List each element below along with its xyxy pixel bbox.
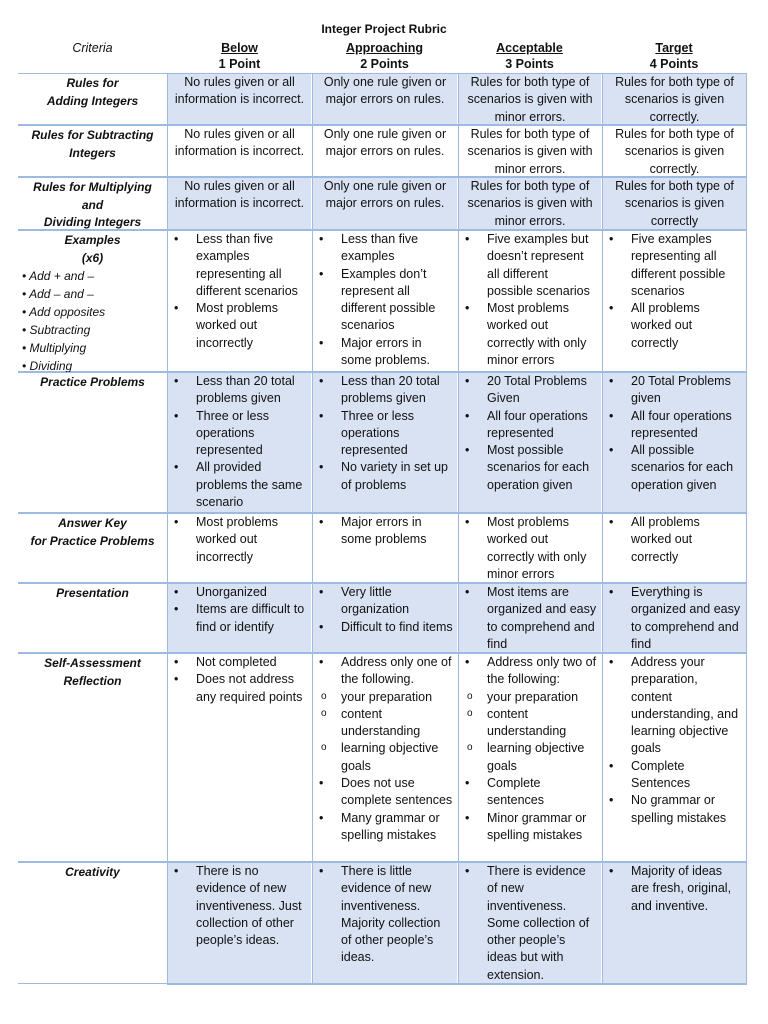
rubric-title: Integer Project Rubric <box>321 22 447 36</box>
bullet-list <box>459 584 601 653</box>
cell-target <box>602 231 746 371</box>
bullet-list <box>313 373 457 494</box>
criteria-line: Dividing Integers <box>43 215 142 229</box>
bullet-item: • Unorganized <box>168 584 307 601</box>
rubric-row-answer-key <box>18 513 746 583</box>
criteria-subitem: • Add + and – <box>22 269 95 283</box>
criteria-line: and <box>81 197 104 212</box>
bullet-list <box>603 584 746 653</box>
bullet-list <box>313 514 457 549</box>
criteria-subitem: • Add – and – <box>22 287 94 301</box>
criteria-subitem: • Multiplying <box>22 341 87 355</box>
rubric-row-rules-subtracting <box>18 125 746 177</box>
criteria-header: Criteria <box>72 41 113 55</box>
rubric-row-self-assessment <box>18 653 746 862</box>
cell-target: Rules for both type of scenarios is given correctly <box>602 178 746 229</box>
cell-approaching <box>312 584 457 652</box>
rubric-row-creativity <box>18 862 746 984</box>
bullet-item: • Less than five examples representing all different scenarios <box>168 231 307 300</box>
cell-target <box>602 863 746 983</box>
bullet-item: • All possible scenarios for each operation given <box>603 442 742 494</box>
bullet-list <box>603 863 746 915</box>
cell-below <box>168 373 311 512</box>
criteria-line: Examples <box>64 233 121 247</box>
cell-approaching <box>312 863 457 983</box>
bullet-item: • There is no evidence of new inventiveness. Just collection of other people’s ideas. <box>168 863 307 949</box>
bullet-list <box>603 231 746 352</box>
bullet-list <box>603 373 746 494</box>
cell-acceptable <box>458 654 601 861</box>
level-header-acceptable: Acceptable 3 Points <box>496 41 563 71</box>
criteria-cell <box>18 126 167 176</box>
cell-approaching <box>312 514 457 582</box>
criteria-line: Self-Assessment <box>44 656 141 670</box>
criteria-cell <box>18 584 167 652</box>
cell-below: No rules given or all information is incorrect. <box>174 127 305 159</box>
cell-approaching: Only one rule given or major errors on rules. <box>312 74 457 124</box>
bullet-item: • No grammar or spelling mistakes <box>603 792 742 827</box>
cell-acceptable <box>458 373 601 512</box>
bullet-list <box>313 654 457 844</box>
bullet-item: • Three or less operations represented <box>313 408 453 460</box>
cell-acceptable <box>458 514 601 582</box>
bullet-item: • Less than 20 total problems given <box>168 373 307 408</box>
cell-target <box>602 654 746 861</box>
table-right-border <box>746 73 747 985</box>
bullet-item: • Three or less operations represented <box>168 408 307 460</box>
bullet-item: • Most problems worked out incorrectly <box>168 300 307 352</box>
bullet-item: • Many grammar or spelling mistakes <box>313 810 453 845</box>
criteria-subitem: • Subtracting <box>22 323 91 337</box>
criteria-cell <box>18 74 167 124</box>
bullet-item: • Majority of ideas are fresh, original, and inventive. <box>603 863 742 915</box>
bullet-item: • Complete sentences <box>459 775 597 810</box>
bullet-text: Address only two of the following: <box>487 655 597 687</box>
cell-acceptable: Rules for both type of scenarios is given with minor errors. <box>458 74 601 124</box>
bullet-item: • 20 Total Problems given <box>603 373 742 408</box>
bullet-item: • Items are difficult to find or identify <box>168 601 307 636</box>
cell-target <box>602 514 746 582</box>
rubric-row-rules-adding <box>18 73 746 125</box>
criteria-subitem: • Add opposites <box>22 305 106 319</box>
bullet-list <box>168 231 311 352</box>
bullet-list <box>459 863 601 984</box>
bullet-item: • Most possible scenarios for each operation given <box>459 442 597 494</box>
sub-list <box>319 689 453 775</box>
cell-acceptable: Rules for both type of scenarios is given with minor errors. <box>458 126 601 176</box>
rubric-row-presentation <box>18 583 746 653</box>
bullet-item: • There is evidence of new inventiveness. Some collection of other people’s ideas but with extension. <box>459 863 597 984</box>
criteria-line: Rules for Subtracting <box>31 128 154 142</box>
bullet-item: • Not completed <box>168 654 307 671</box>
bullet-list <box>313 863 457 967</box>
cell-acceptable <box>458 231 601 371</box>
cell-below: No rules given or all information is incorrect. <box>168 74 311 124</box>
bullet-item: • Most problems worked out correctly with only minor errors <box>459 514 597 583</box>
level-header-below: Below 1 Point <box>218 41 261 71</box>
bullet-item: • All problems worked out correctly <box>603 300 742 352</box>
cell-acceptable: Rules for both type of scenarios is given with minor errors. <box>458 178 601 229</box>
bullet-list <box>459 373 601 494</box>
bullet-item: • Less than five examples <box>313 231 453 266</box>
criteria-cell <box>18 373 167 512</box>
bullet-list <box>603 654 746 827</box>
sub-item: o your preparation <box>319 689 453 706</box>
cell-below <box>168 514 311 582</box>
sub-item: o content understanding <box>465 706 597 741</box>
bullet-item: • There is little evidence of new inventiveness. Majority collection of other people’s ideas. <box>313 863 453 967</box>
sub-item: o learning objective goals <box>465 740 597 775</box>
bullet-item: • Minor grammar or spelling mistakes <box>459 810 597 845</box>
sub-item: o content understanding <box>319 706 453 741</box>
criteria-line: Integers <box>69 145 116 160</box>
sub-list <box>465 689 597 775</box>
bullet-item: • Difficult to find items <box>313 619 453 636</box>
rubric-row-practice-problems <box>18 372 746 513</box>
criteria-cell <box>18 231 167 371</box>
bullet-item: • All provided problems the same scenario <box>168 459 307 511</box>
bullet-item: • Most problems worked out correctly with only minor errors <box>459 300 597 369</box>
cell-approaching <box>312 231 457 371</box>
cell-acceptable <box>458 584 601 652</box>
cell-below <box>168 863 311 983</box>
bullet-item: • Everything is organized and easy to comprehend and find <box>603 584 742 653</box>
bullet-item: • Address your preparation, content understanding, and learning objective goals <box>603 654 742 758</box>
cell-approaching <box>312 373 457 512</box>
bullet-list <box>168 373 311 511</box>
bullet-item: • Five examples but doesn’t represent all different possible scenarios <box>459 231 597 300</box>
cell-below: No rules given or all information is incorrect. <box>168 178 311 229</box>
bullet-list <box>459 231 601 369</box>
cell-below <box>168 231 311 371</box>
bullet-list <box>168 584 311 636</box>
sub-item: o learning objective goals <box>319 740 453 775</box>
criteria-line: Rules for <box>66 76 119 90</box>
bullet-list <box>459 654 601 844</box>
bullet-list <box>313 231 457 369</box>
criteria-sublist <box>18 267 167 375</box>
bullet-item: • Does not address any required points <box>168 671 307 706</box>
bullet-list <box>168 863 311 949</box>
rubric-row-examples <box>18 230 746 372</box>
bullet-item: • Very little organization <box>313 584 453 619</box>
table-bottom-border <box>167 984 746 985</box>
bullet-item <box>313 654 453 775</box>
cell-approaching: Only one rule given or major errors on rules. <box>312 178 457 229</box>
bullet-item: • Less than 20 total problems given <box>313 373 453 408</box>
bullet-list <box>168 654 311 706</box>
criteria-line: Presentation <box>56 586 129 600</box>
criteria-line: Adding Integers <box>46 93 139 108</box>
cell-target: Rules for both type of scenarios is given correctly. <box>602 126 746 176</box>
bullet-item: • 20 Total Problems Given <box>459 373 597 408</box>
criteria-cell <box>18 863 167 983</box>
criteria-line: Answer Key <box>58 516 127 530</box>
cell-approaching <box>312 654 457 861</box>
criteria-cell <box>18 178 167 229</box>
bullet-item: • Complete Sentences <box>603 758 742 793</box>
bullet-item: • Most problems worked out incorrectly <box>168 514 307 566</box>
bullet-item: • All problems worked out correctly <box>603 514 742 566</box>
bullet-item: • Examples don’t represent all different possible scenarios <box>313 266 453 335</box>
cell-below <box>168 584 311 652</box>
criteria-line: Practice Problems <box>40 375 145 389</box>
criteria-line: (x6) <box>81 250 104 265</box>
bullet-text: Address only one of the following. <box>341 655 452 687</box>
bullet-item: • Major errors in some problems. <box>313 335 453 370</box>
bullet-item: • No variety in set up of problems <box>313 459 453 494</box>
criteria-line: Reflection <box>63 673 122 688</box>
cell-target: Rules for both type of scenarios is given correctly. <box>602 74 746 124</box>
table-left-border <box>167 73 168 985</box>
bullet-list <box>313 584 457 636</box>
bullet-item: • Major errors in some problems <box>313 514 453 549</box>
cell-target <box>602 584 746 652</box>
cell-target <box>602 373 746 512</box>
bullet-list <box>459 514 601 583</box>
criteria-cell <box>18 514 167 582</box>
criteria-subitem: • Dividing <box>22 359 73 373</box>
bullet-item: • All four operations represented <box>459 408 597 443</box>
bullet-item <box>459 654 597 775</box>
bullet-item: • Does not use complete sentences <box>313 775 453 810</box>
cell-approaching: Only one rule given or major errors on rules. <box>312 126 457 176</box>
cell-acceptable <box>458 863 601 983</box>
level-header-approaching: Approaching 2 Points <box>345 41 424 71</box>
level-header-target: Target 4 Points <box>649 41 699 71</box>
criteria-line: for Practice Problems <box>30 533 155 548</box>
criteria-line: Rules for Multiplying <box>33 180 152 194</box>
rubric-row-rules-multiplying-dividing <box>18 177 746 230</box>
cell-below <box>168 654 311 861</box>
bullet-item: • All four operations represented <box>603 408 742 443</box>
sub-item: o your preparation <box>465 689 597 706</box>
bullet-list <box>168 514 311 566</box>
criteria-line: Creativity <box>65 865 120 879</box>
bullet-list <box>603 514 746 566</box>
criteria-cell <box>18 654 167 861</box>
bullet-item: • Most items are organized and easy to comprehend and find <box>459 584 597 653</box>
bullet-item: • Five examples representing all different possible scenarios <box>603 231 742 300</box>
